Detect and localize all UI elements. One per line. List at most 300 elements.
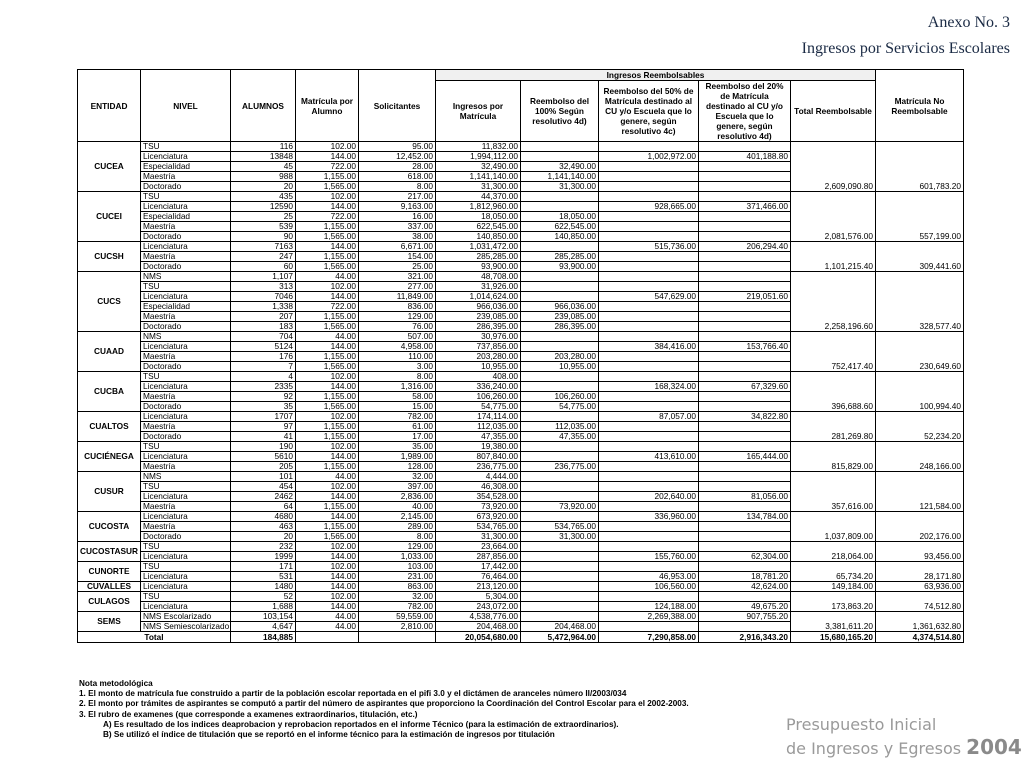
- reembolso-100-cell: 140,850.00: [521, 232, 599, 242]
- total-reembolsable-cell: 2,081,576.00: [791, 192, 876, 242]
- alumnos-cell: 5610: [231, 452, 296, 462]
- nivel-cell: Licenciatura: [141, 342, 231, 352]
- reembolso-100-cell: [521, 242, 599, 252]
- ingresos-cell: 204,468.00: [436, 622, 521, 632]
- income-table: [77, 69, 964, 643]
- alumnos-cell: 13848: [231, 152, 296, 162]
- table-row: [78, 192, 964, 202]
- note-title: Nota metodológica: [79, 679, 153, 688]
- reembolso-50-cell: 336,960.00: [599, 512, 699, 522]
- entity-cell: CUCEA: [78, 142, 141, 192]
- reembolso-50-cell: [599, 252, 699, 262]
- reembolso-50-cell: [599, 392, 699, 402]
- no-reembolsable-cell: 309,441.60: [876, 242, 964, 272]
- solicitantes-cell: 863.00: [359, 582, 436, 592]
- reembolso-50-cell: [599, 312, 699, 322]
- reembolso-20-cell: [699, 402, 791, 412]
- ingresos-cell: 622,545.00: [436, 222, 521, 232]
- total-reembolsable-cell: 3,381,611.20: [791, 612, 876, 632]
- solicitantes-cell: 8.00: [359, 182, 436, 192]
- reembolso-100-cell: [521, 192, 599, 202]
- entity-cell: CUCS: [78, 272, 141, 332]
- reembolso-100-cell: [521, 472, 599, 482]
- matricula-cell: 144.00: [296, 452, 359, 462]
- ingresos-cell: 336,240.00: [436, 382, 521, 392]
- table-row: [78, 542, 964, 552]
- table-row: [78, 332, 964, 342]
- reembolso-20-cell: 81,056.00: [699, 492, 791, 502]
- reembolso-20-cell: [699, 162, 791, 172]
- matricula-cell: 144.00: [296, 242, 359, 252]
- entity-cell: CUCOSTASUR: [78, 542, 141, 562]
- logo-line2: de Ingresos y Egresos: [786, 739, 962, 758]
- reembolso-50-cell: [599, 302, 699, 312]
- reembolso-100-cell: [521, 152, 599, 162]
- total-reembolsable-cell: 357,616.00: [791, 472, 876, 512]
- entity-cell: CUCOSTA: [78, 512, 141, 542]
- nivel-cell: TSU: [141, 442, 231, 452]
- entity-cell: CUCEI: [78, 192, 141, 242]
- reembolso-20-cell: [699, 282, 791, 292]
- alumnos-cell: 539: [231, 222, 296, 232]
- logo-year: 2004: [966, 735, 1022, 759]
- table-row: [78, 272, 964, 282]
- no-reembolsable-cell: 74,512.80: [876, 592, 964, 612]
- reembolso-20-cell: [699, 172, 791, 182]
- ingresos-cell: 1,994,112.00: [436, 152, 521, 162]
- reembolso-100-cell: [521, 442, 599, 452]
- header-entidad: ENTIDAD: [78, 70, 141, 142]
- alumnos-cell: 1,107: [231, 272, 296, 282]
- ingresos-cell: 19,380.00: [436, 442, 521, 452]
- solicitantes-cell: 95.00: [359, 142, 436, 152]
- ingresos-cell: 31,300.00: [436, 182, 521, 192]
- reembolso-50-cell: [599, 162, 699, 172]
- solicitantes-cell: 129.00: [359, 312, 436, 322]
- solicitantes-cell: 17.00: [359, 432, 436, 442]
- solicitantes-cell: 231.00: [359, 572, 436, 582]
- entity-cell: CUCSH: [78, 242, 141, 272]
- solicitantes-cell: 28.00: [359, 162, 436, 172]
- alumnos-cell: 1,338: [231, 302, 296, 312]
- reembolso-50-cell: [599, 332, 699, 342]
- table-row: [78, 372, 964, 382]
- solicitantes-cell: 12,452.00: [359, 152, 436, 162]
- solicitantes-cell: 32.00: [359, 592, 436, 602]
- nivel-cell: TSU: [141, 482, 231, 492]
- nivel-cell: Maestría: [141, 222, 231, 232]
- nivel-cell: Licenciatura: [141, 412, 231, 422]
- ingresos-cell: 239,085.00: [436, 312, 521, 322]
- total-reembolsable-cell: 1,101,215.40: [791, 242, 876, 272]
- ingresos-cell: 5,304.00: [436, 592, 521, 602]
- header-reembolso-100: Reembolso del 100% Según resolutivo 4d): [521, 81, 599, 142]
- ingresos-cell: 46,308.00: [436, 482, 521, 492]
- alumnos-cell: 1,688: [231, 602, 296, 612]
- total-reembolso-50: 7,290,858.00: [599, 632, 699, 643]
- matricula-cell: 144.00: [296, 582, 359, 592]
- reembolso-20-cell: 134,784.00: [699, 512, 791, 522]
- nivel-cell: Licenciatura: [141, 512, 231, 522]
- reembolso-50-cell: [599, 232, 699, 242]
- matricula-cell: 1,155.00: [296, 222, 359, 232]
- reembolso-100-cell: [521, 292, 599, 302]
- table-row: [78, 472, 964, 482]
- nivel-cell: Licenciatura: [141, 452, 231, 462]
- alumnos-cell: 116: [231, 142, 296, 152]
- header-group-reembolsables: Ingresos Reembolsables: [436, 70, 876, 81]
- solicitantes-cell: 2,145.00: [359, 512, 436, 522]
- note-2: 2. El monto por trámites de aspirantes se computó a partir del número de aspirantes que proporciono la Coordinación del Control Escolar para el 2002-2003.: [79, 699, 689, 709]
- nivel-cell: Licenciatura: [141, 292, 231, 302]
- solicitantes-cell: 397.00: [359, 482, 436, 492]
- matricula-cell: 1,155.00: [296, 352, 359, 362]
- total-total-reembolsable: 15,680,165.20: [791, 632, 876, 643]
- note-3a: A) Es resultado de los indices deaprobacion y reprobacion reportados en el informe Técnico (para la estimación de extraordinarios).: [103, 719, 619, 729]
- matricula-cell: 1,155.00: [296, 392, 359, 402]
- solicitantes-cell: 11,849.00: [359, 292, 436, 302]
- alumnos-cell: 704: [231, 332, 296, 342]
- reembolso-100-cell: [521, 482, 599, 492]
- reembolso-100-cell: 622,545.00: [521, 222, 599, 232]
- nivel-cell: Licenciatura: [141, 202, 231, 212]
- entity-cell: CUSUR: [78, 472, 141, 512]
- reembolso-20-cell: 49,675.20: [699, 602, 791, 612]
- nivel-cell: Especialidad: [141, 162, 231, 172]
- solicitantes-cell: 321.00: [359, 272, 436, 282]
- reembolso-20-cell: [699, 362, 791, 372]
- reembolso-50-cell: 46,953.00: [599, 572, 699, 582]
- ingresos-cell: 213,120.00: [436, 582, 521, 592]
- reembolso-100-cell: 18,050.00: [521, 212, 599, 222]
- reembolso-20-cell: [699, 332, 791, 342]
- reembolso-20-cell: [699, 502, 791, 512]
- total-reembolsable-cell: 396,688.60: [791, 372, 876, 412]
- nivel-cell: TSU: [141, 192, 231, 202]
- entity-cell: CULAGOS: [78, 592, 141, 612]
- matricula-cell: 144.00: [296, 512, 359, 522]
- solicitantes-cell: 16.00: [359, 212, 436, 222]
- reembolso-20-cell: 42,624.00: [699, 582, 791, 592]
- reembolso-100-cell: [521, 382, 599, 392]
- solicitantes-cell: 9,163.00: [359, 202, 436, 212]
- note-3: 3. El rubro de examenes (que corresponde a examenes extraordinarios, titulación, etc.): [79, 709, 418, 719]
- alumnos-cell: 52: [231, 592, 296, 602]
- reembolso-100-cell: 54,775.00: [521, 402, 599, 412]
- reembolso-20-cell: [699, 272, 791, 282]
- budget-logo: [786, 714, 1022, 760]
- ingresos-cell: 48,708.00: [436, 272, 521, 282]
- solicitantes-cell: 782.00: [359, 602, 436, 612]
- total-reembolso-20: 2,916,343.20: [699, 632, 791, 643]
- solicitantes-cell: 8.00: [359, 372, 436, 382]
- reembolso-20-cell: 371,466.00: [699, 202, 791, 212]
- solicitantes-cell: 40.00: [359, 502, 436, 512]
- reembolso-20-cell: [699, 522, 791, 532]
- total-row: [78, 632, 964, 643]
- nivel-cell: Maestría: [141, 502, 231, 512]
- reembolso-50-cell: [599, 422, 699, 432]
- reembolso-20-cell: 34,822.80: [699, 412, 791, 422]
- nivel-cell: Licenciatura: [141, 602, 231, 612]
- entity-cell: CUAAD: [78, 332, 141, 372]
- header-nivel: NIVEL: [141, 70, 231, 142]
- reembolso-50-cell: 413,610.00: [599, 452, 699, 462]
- reembolso-50-cell: [599, 352, 699, 362]
- matricula-cell: 102.00: [296, 192, 359, 202]
- ingresos-cell: 10,955.00: [436, 362, 521, 372]
- matricula-cell: 144.00: [296, 602, 359, 612]
- reembolso-50-cell: [599, 462, 699, 472]
- reembolso-50-cell: 202,640.00: [599, 492, 699, 502]
- matricula-cell: 44.00: [296, 622, 359, 632]
- reembolso-100-cell: [521, 452, 599, 462]
- total-reembolsable-cell: 218,064.00: [791, 542, 876, 562]
- reembolso-100-cell: 236,775.00: [521, 462, 599, 472]
- reembolso-50-cell: [599, 262, 699, 272]
- ingresos-cell: 286,395.00: [436, 322, 521, 332]
- reembolso-20-cell: 67,329.60: [699, 382, 791, 392]
- alumnos-cell: 20: [231, 532, 296, 542]
- matricula-cell: 722.00: [296, 302, 359, 312]
- matricula-cell: 102.00: [296, 412, 359, 422]
- nivel-cell: Maestría: [141, 352, 231, 362]
- matricula-cell: 722.00: [296, 212, 359, 222]
- reembolso-50-cell: 124,188.00: [599, 602, 699, 612]
- total-reembolsable-cell: 281,269.80: [791, 412, 876, 442]
- nivel-cell: Licenciatura: [141, 582, 231, 592]
- reembolso-100-cell: [521, 372, 599, 382]
- reembolso-100-cell: 106,260.00: [521, 392, 599, 402]
- matricula-cell: 722.00: [296, 162, 359, 172]
- ingresos-cell: 4,444.00: [436, 472, 521, 482]
- reembolso-50-cell: 547,629.00: [599, 292, 699, 302]
- total-reembolso-100: 5,472,964.00: [521, 632, 599, 643]
- reembolso-100-cell: 239,085.00: [521, 312, 599, 322]
- reembolso-50-cell: 384,416.00: [599, 342, 699, 352]
- reembolso-50-cell: [599, 442, 699, 452]
- reembolso-100-cell: 31,300.00: [521, 182, 599, 192]
- reembolso-20-cell: [699, 302, 791, 312]
- alumnos-cell: 988: [231, 172, 296, 182]
- alumnos-cell: 92: [231, 392, 296, 402]
- nivel-cell: Doctorado: [141, 432, 231, 442]
- total-ingresos: 20,054,680.00: [436, 632, 521, 643]
- reembolso-100-cell: 1,141,140.00: [521, 172, 599, 182]
- nivel-cell: TSU: [141, 542, 231, 552]
- table-row: [78, 592, 964, 602]
- matricula-cell: 1,565.00: [296, 402, 359, 412]
- reembolso-50-cell: [599, 182, 699, 192]
- solicitantes-cell: 3.00: [359, 362, 436, 372]
- matricula-cell: 44.00: [296, 612, 359, 622]
- nivel-cell: Maestría: [141, 312, 231, 322]
- ingresos-cell: 73,920.00: [436, 502, 521, 512]
- no-reembolsable-cell: 328,577.40: [876, 272, 964, 332]
- alumnos-cell: 64: [231, 502, 296, 512]
- alumnos-cell: 45: [231, 162, 296, 172]
- reembolso-20-cell: [699, 442, 791, 452]
- annex-title: Ingresos por Servicios Escolares: [801, 40, 1010, 57]
- entity-cell: CUVALLES: [78, 582, 141, 592]
- reembolso-100-cell: [521, 142, 599, 152]
- reembolso-20-cell: [699, 622, 791, 632]
- solicitantes-cell: 59,559.00: [359, 612, 436, 622]
- nivel-cell: Maestría: [141, 422, 231, 432]
- header-matricula: Matrícula por Alumno: [296, 70, 359, 142]
- reembolso-50-cell: 168,324.00: [599, 382, 699, 392]
- reembolso-50-cell: [599, 502, 699, 512]
- solicitantes-cell: 15.00: [359, 402, 436, 412]
- alumnos-cell: 4680: [231, 512, 296, 522]
- matricula-cell: 1,155.00: [296, 312, 359, 322]
- alumnos-cell: 247: [231, 252, 296, 262]
- reembolso-100-cell: 203,280.00: [521, 352, 599, 362]
- reembolso-50-cell: [599, 522, 699, 532]
- solicitantes-cell: 32.00: [359, 472, 436, 482]
- total-reembolsable-cell: 149,184.00: [791, 582, 876, 592]
- matricula-cell: 102.00: [296, 562, 359, 572]
- alumnos-cell: 232: [231, 542, 296, 552]
- reembolso-100-cell: 93,900.00: [521, 262, 599, 272]
- reembolso-100-cell: [521, 592, 599, 602]
- ingresos-cell: 32,490.00: [436, 162, 521, 172]
- total-alumnos: 184,885: [231, 632, 296, 643]
- table-row: [78, 442, 964, 452]
- reembolso-100-cell: 10,955.00: [521, 362, 599, 372]
- header-alumnos: ALUMNOS: [231, 70, 296, 142]
- alumnos-cell: 1707: [231, 412, 296, 422]
- nivel-cell: Especialidad: [141, 212, 231, 222]
- reembolso-50-cell: [599, 142, 699, 152]
- table-row: [78, 142, 964, 152]
- reembolso-50-cell: 106,560.00: [599, 582, 699, 592]
- reembolso-20-cell: 219,051.60: [699, 292, 791, 302]
- ingresos-cell: 11,832.00: [436, 142, 521, 152]
- reembolso-20-cell: [699, 312, 791, 322]
- no-reembolsable-cell: 601,783.20: [876, 142, 964, 192]
- no-reembolsable-cell: 63,936.00: [876, 582, 964, 592]
- alumnos-cell: 435: [231, 192, 296, 202]
- solicitantes-cell: 61.00: [359, 422, 436, 432]
- no-reembolsable-cell: 202,176.00: [876, 512, 964, 542]
- ingresos-cell: 31,300.00: [436, 532, 521, 542]
- reembolso-100-cell: [521, 562, 599, 572]
- ingresos-cell: 47,355.00: [436, 432, 521, 442]
- matricula-cell: 1,155.00: [296, 462, 359, 472]
- matricula-cell: 1,565.00: [296, 262, 359, 272]
- matricula-cell: 44.00: [296, 272, 359, 282]
- no-reembolsable-cell: 28,171.80: [876, 562, 964, 582]
- ingresos-cell: 44,370.00: [436, 192, 521, 202]
- matricula-cell: 102.00: [296, 442, 359, 452]
- no-reembolsable-cell: 1,361,632.80: [876, 612, 964, 632]
- nivel-cell: Licenciatura: [141, 552, 231, 562]
- reembolso-100-cell: [521, 342, 599, 352]
- nivel-cell: TSU: [141, 142, 231, 152]
- reembolso-100-cell: [521, 282, 599, 292]
- reembolso-20-cell: 62,304.00: [699, 552, 791, 562]
- ingresos-cell: 76,464.00: [436, 572, 521, 582]
- alumnos-cell: 531: [231, 572, 296, 582]
- entity-cell: CUNORTE: [78, 562, 141, 582]
- matricula-cell: 144.00: [296, 572, 359, 582]
- ingresos-cell: 31,926.00: [436, 282, 521, 292]
- header-no-reembolsable: Matrícula No Reembolsable: [876, 70, 964, 142]
- solicitantes-cell: 128.00: [359, 462, 436, 472]
- solicitantes-cell: 8.00: [359, 532, 436, 542]
- note-1: 1. El monto de matrícula fue construido a partir de la población escolar reportada en el pifi 3.0 y el dictámen de aranceles número II/2003/034: [79, 689, 627, 699]
- reembolso-20-cell: [699, 222, 791, 232]
- no-reembolsable-cell: 121,584.00: [876, 472, 964, 512]
- reembolso-100-cell: [521, 542, 599, 552]
- reembolso-50-cell: [599, 622, 699, 632]
- nivel-cell: Doctorado: [141, 362, 231, 372]
- reembolso-100-cell: [521, 492, 599, 502]
- reembolso-100-cell: 73,920.00: [521, 502, 599, 512]
- nivel-cell: Doctorado: [141, 262, 231, 272]
- solicitantes-cell: 58.00: [359, 392, 436, 402]
- reembolso-50-cell: [599, 402, 699, 412]
- matricula-cell: 144.00: [296, 382, 359, 392]
- ingresos-cell: 174,114.00: [436, 412, 521, 422]
- reembolso-20-cell: [699, 322, 791, 332]
- reembolso-50-cell: [599, 592, 699, 602]
- nivel-cell: NMS: [141, 272, 231, 282]
- alumnos-cell: 20: [231, 182, 296, 192]
- ingresos-cell: 287,856.00: [436, 552, 521, 562]
- ingresos-cell: 1,812,960.00: [436, 202, 521, 212]
- reembolso-20-cell: [699, 562, 791, 572]
- reembolso-50-cell: [599, 222, 699, 232]
- reembolso-50-cell: [599, 192, 699, 202]
- ingresos-cell: 1,141,140.00: [436, 172, 521, 182]
- reembolso-100-cell: [521, 272, 599, 282]
- entity-cell: CUCBA: [78, 372, 141, 412]
- ingresos-cell: 140,850.00: [436, 232, 521, 242]
- reembolso-20-cell: [699, 472, 791, 482]
- no-reembolsable-cell: 52,234.20: [876, 412, 964, 442]
- no-reembolsable-cell: 93,456.00: [876, 542, 964, 562]
- table-body: [78, 142, 964, 643]
- total-reembolsable-cell: 2,258,196.60: [791, 272, 876, 332]
- reembolso-100-cell: 966,036.00: [521, 302, 599, 312]
- matricula-cell: 102.00: [296, 482, 359, 492]
- reembolso-50-cell: [599, 172, 699, 182]
- reembolso-50-cell: [599, 472, 699, 482]
- reembolso-100-cell: [521, 582, 599, 592]
- alumnos-cell: 207: [231, 312, 296, 322]
- ingresos-cell: 354,528.00: [436, 492, 521, 502]
- alumnos-cell: 205: [231, 462, 296, 472]
- solicitantes-cell: 618.00: [359, 172, 436, 182]
- alumnos-cell: 25: [231, 212, 296, 222]
- nivel-cell: NMS: [141, 332, 231, 342]
- reembolso-20-cell: [699, 142, 791, 152]
- reembolso-20-cell: 401,188.80: [699, 152, 791, 162]
- solicitantes-cell: 217.00: [359, 192, 436, 202]
- alumnos-cell: 2335: [231, 382, 296, 392]
- reembolso-20-cell: [699, 392, 791, 402]
- reembolso-50-cell: 2,269,388.00: [599, 612, 699, 622]
- matricula-cell: 102.00: [296, 592, 359, 602]
- alumnos-cell: 463: [231, 522, 296, 532]
- solicitantes-cell: 154.00: [359, 252, 436, 262]
- reembolso-20-cell: [699, 432, 791, 442]
- ingresos-cell: 966,036.00: [436, 302, 521, 312]
- matricula-cell: 102.00: [296, 542, 359, 552]
- ingresos-cell: 93,900.00: [436, 262, 521, 272]
